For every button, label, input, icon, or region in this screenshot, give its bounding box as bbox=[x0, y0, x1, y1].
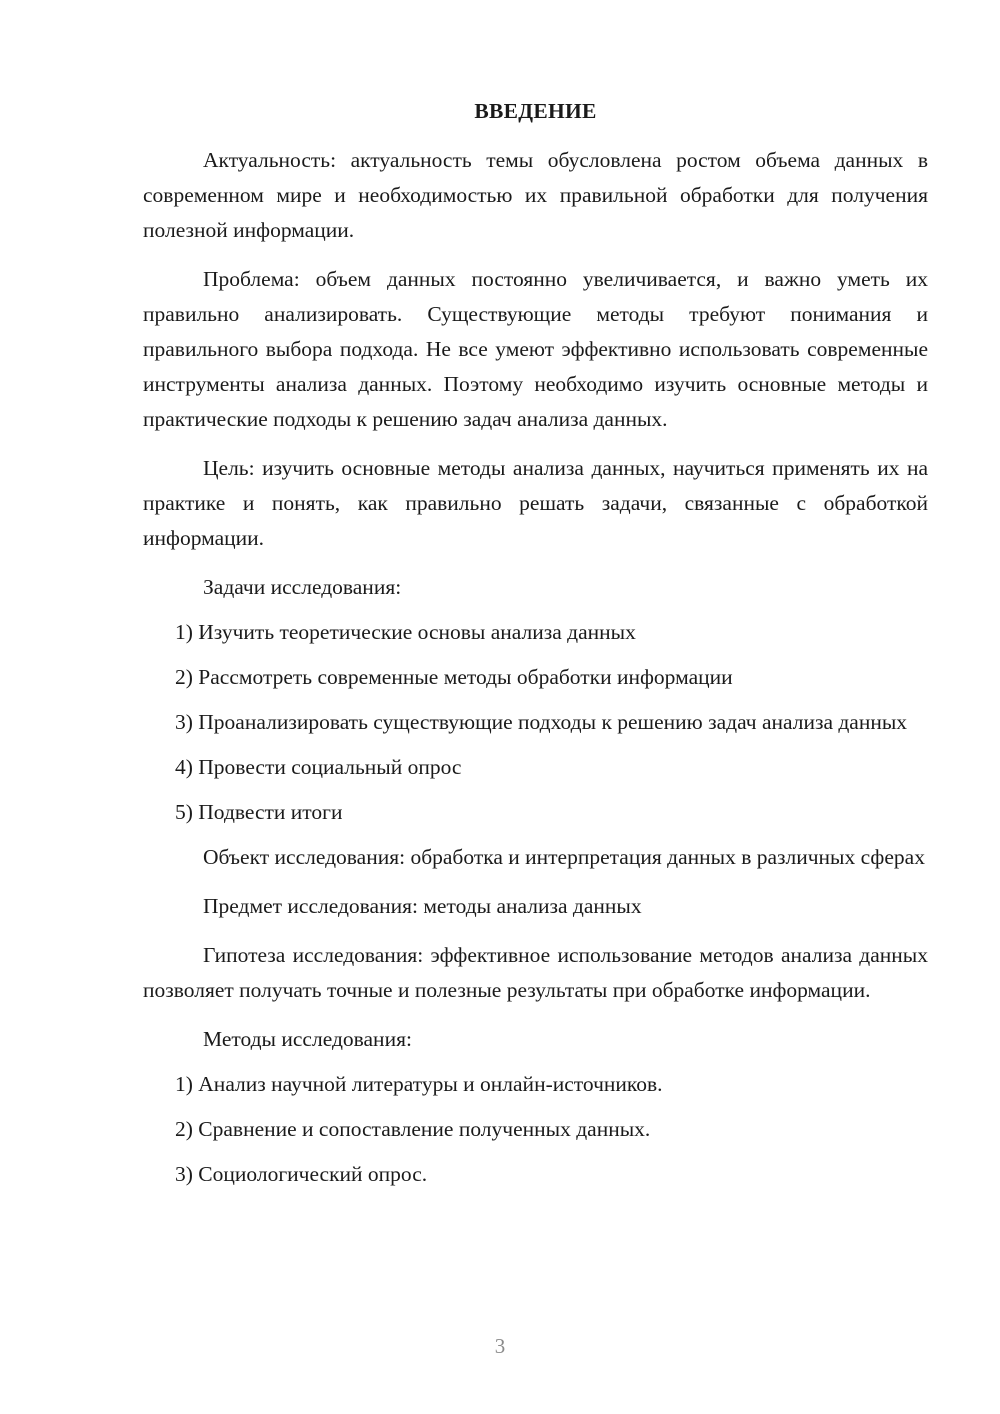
relevance-paragraph: Актуальность: актуальность темы обусловлена ростом объема данных в современном мире и необходимостью их правильной обработки для получения полезной информации. bbox=[143, 148, 928, 242]
tasks-heading: Задачи исследования: bbox=[203, 575, 402, 599]
methods-heading: Методы исследования: bbox=[203, 1027, 412, 1051]
page-content bbox=[143, 96, 928, 1202]
page-number: 3 bbox=[494, 1334, 506, 1358]
goal-paragraph: Цель: изучить основные методы анализа данных, научиться применять их на практике и понять, как правильно решать задачи, связанные с обработкой информации. bbox=[143, 456, 928, 550]
task-item: 3) Проанализировать существующие подходы к решению задач анализа данных bbox=[175, 710, 908, 734]
hypothesis-paragraph: Гипотеза исследования: эффективное использование методов анализа данных позволяет получать точные и полезные результаты при обработке информации. bbox=[143, 943, 928, 1002]
method-item: 3) Социологический опрос. bbox=[175, 1162, 428, 1186]
method-item: 2) Сравнение и сопоставление полученных данных. bbox=[175, 1117, 651, 1141]
task-item: 1) Изучить теоретические основы анализа данных bbox=[175, 620, 636, 644]
method-item: 1) Анализ научной литературы и онлайн-источников. bbox=[175, 1072, 663, 1096]
task-item: 4) Провести социальный опрос bbox=[175, 755, 462, 779]
task-item: 2) Рассмотреть современные методы обработки информации bbox=[175, 665, 733, 689]
task-item: 5) Подвести итоги bbox=[175, 800, 343, 824]
subject-paragraph: Предмет исследования: методы анализа данных bbox=[203, 894, 642, 918]
object-paragraph: Объект исследования: обработка и интерпретация данных в различных сферах bbox=[203, 845, 925, 869]
section-title: ВВЕДЕНИЕ bbox=[474, 99, 597, 123]
problem-paragraph: Проблема: объем данных постоянно увеличивается, и важно уметь их правильно анализировать. Существующие методы требуют понимания и правильного выбора подхода. Не все умеют эффективно использовать современные инструменты анализа данных. Поэтому необходимо изучить основные методы и практические подходы к решению задач анализа данных. bbox=[143, 267, 928, 431]
